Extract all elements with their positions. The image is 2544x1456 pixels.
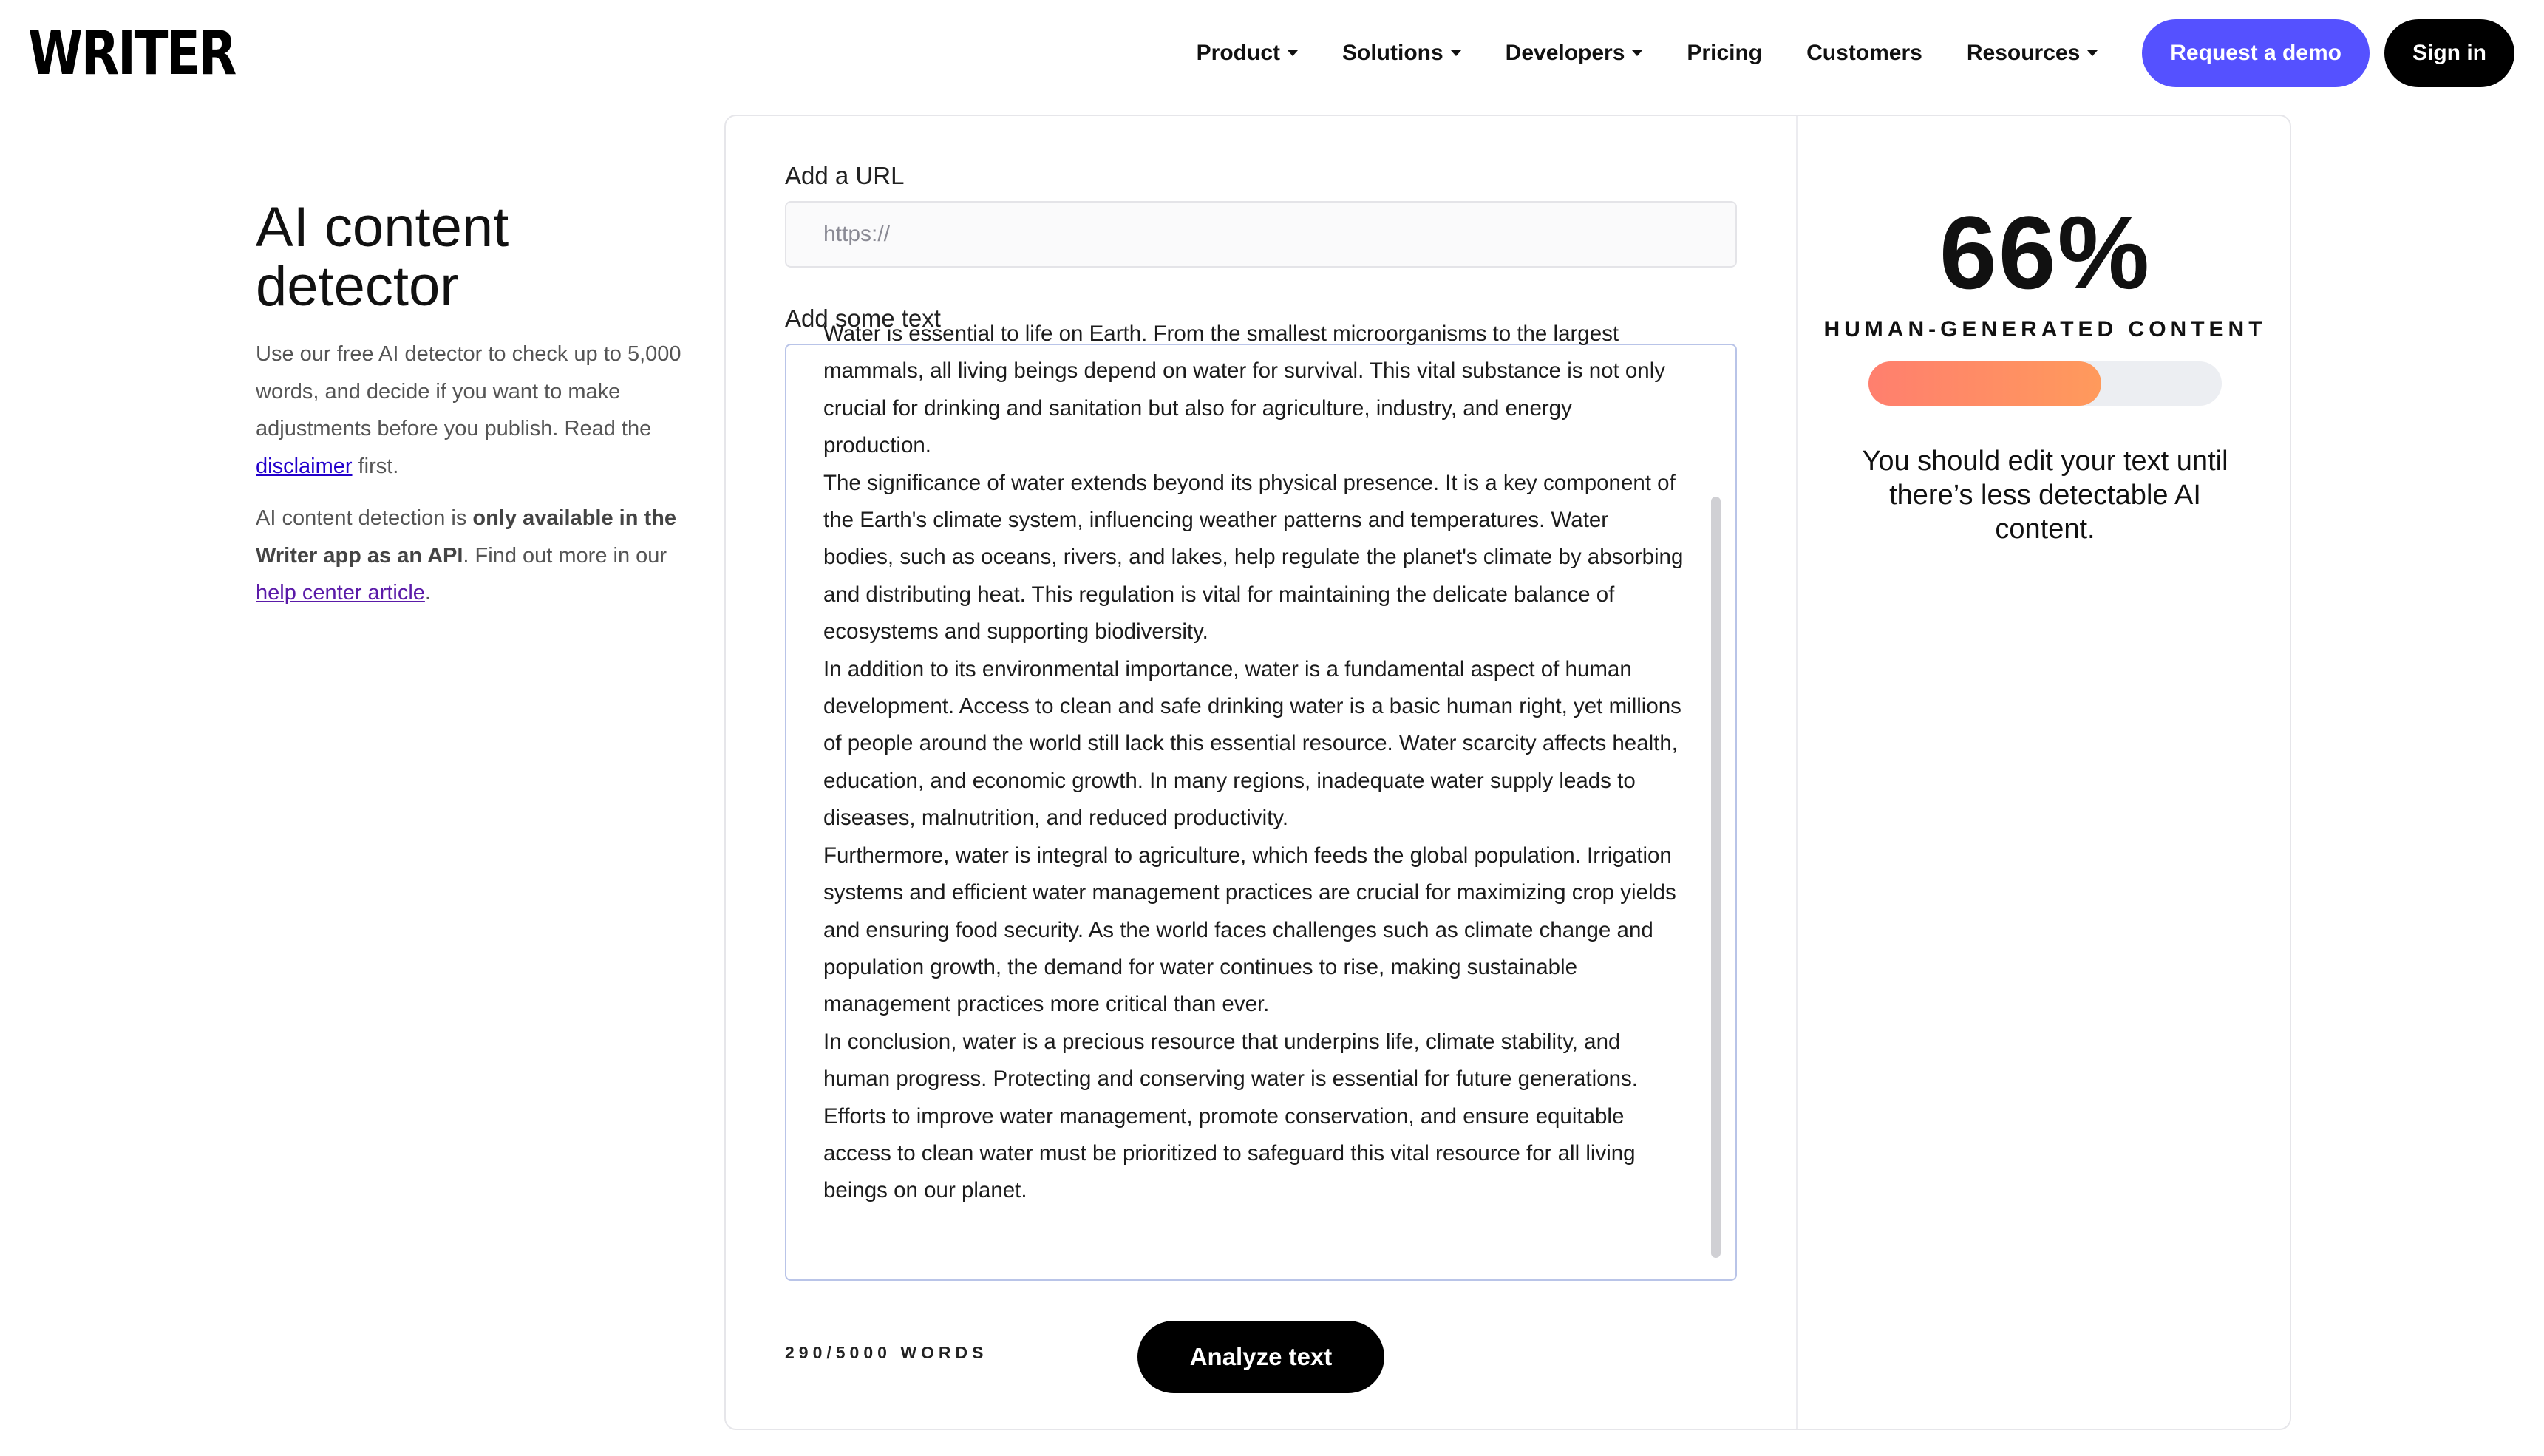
- intro-p2-mid: . Find out more in our: [463, 543, 667, 568]
- help-center-link[interactable]: help center article: [256, 581, 425, 605]
- nav-developers[interactable]: [1506, 41, 1643, 66]
- result-panel: [1798, 116, 2293, 546]
- text-scrollbar[interactable]: [1711, 497, 1721, 1258]
- disclaimer-link[interactable]: disclaimer: [256, 454, 353, 478]
- nav-resources-label: Resources: [1966, 41, 2081, 65]
- nav-solutions[interactable]: [1342, 41, 1461, 66]
- intro-p1-text: Use our free AI detector to check up to 5,000 words, and decide if you want to make adjustments before you publish. Read the: [256, 342, 681, 440]
- chevron-down-icon: [1288, 50, 1298, 56]
- score-bar: [1868, 361, 2222, 406]
- intro-description: [256, 336, 684, 485]
- chevron-down-icon: [1632, 50, 1642, 56]
- intro-p2-end: .: [424, 581, 431, 605]
- nav-pricing[interactable]: [1687, 41, 1762, 66]
- word-count: 290/5000 WORDS: [785, 1343, 988, 1362]
- text-label: Add some text: [785, 305, 941, 332]
- score-bar-fill: [1868, 361, 2101, 406]
- text-input[interactable]: [785, 322, 1737, 1281]
- top-nav: [1197, 19, 2514, 87]
- nav-product[interactable]: [1197, 41, 1298, 66]
- sign-in-button[interactable]: Sign in: [2384, 19, 2514, 87]
- intro-p1-end: first.: [352, 454, 399, 478]
- intro-api-note: [256, 500, 684, 612]
- detector-card: [724, 115, 2291, 1430]
- nav-customers[interactable]: [1806, 41, 1922, 66]
- request-demo-button[interactable]: Request a demo: [2142, 19, 2370, 87]
- intro-p2-bold: only available in the Writer app as an API: [256, 506, 676, 568]
- chevron-down-icon: [2087, 50, 2098, 56]
- score-value: 66%: [1939, 194, 2152, 310]
- nav-product-label: Product: [1196, 41, 1281, 65]
- analyze-text-button[interactable]: Analyze text: [1137, 1321, 1384, 1393]
- intro-section: [256, 198, 684, 612]
- nav-customers-label: Customers: [1806, 41, 1922, 65]
- nav-solutions-label: Solutions: [1342, 41, 1443, 65]
- nav-resources[interactable]: [1967, 41, 2098, 66]
- writer-logo[interactable]: WRITER: [28, 18, 235, 89]
- url-label: Add a URL: [785, 162, 905, 189]
- chevron-down-icon: [1451, 50, 1461, 56]
- page-title: AI content detector: [256, 196, 509, 318]
- nav-pricing-label: Pricing: [1687, 41, 1763, 65]
- advice-text: You should edit your text until there’s less detectable AI content.: [1862, 446, 2228, 545]
- score-label: HUMAN-GENERATED CONTENT: [1823, 317, 2267, 341]
- intro-p2-start: AI content detection is: [256, 506, 473, 530]
- url-input[interactable]: [785, 201, 1737, 268]
- text-input-content: Water is essential to life on Earth. From the smallest microorganisms to the largest mammals, all living beings depend on water for survival. This vital substance is not only crucial for drinking and sanitation but also for agriculture, industry, and energy production. The significance of water extends beyond its physical presence. It is a key component of the Earth's climate system, influencing weather patterns and temperatures. Water bodies, such as oceans, rivers, and lakes, help regulate the planet's climate by absorbing and distributing heat. This regulation is vital for maintaining the delicate balance of ecosystems and supporting biodiversity. In addition to its environmental importance, water is a fundamental aspect of human development. Access to clean and safe drinking water is a basic human right, yet millions of people around the world still lack this essential resource. Water scarcity affects health, education, and economic growth. In many regions, inadequate water supply leads to diseases, malnutrition, and reduced productivity. Furthermore, water is integral to agriculture, which feeds the global population. Irrigation systems and efficient water management practices are crucial for maximizing crop yields and ensuring food security. As the world faces challenges such as climate change and population growth, the demand for water continues to rise, making sustainable management practices more critical than ever. In conclusion, water is a precious resource that underpins life, climate stability, and human progress. Protecting and conserving water is essential for future generations. Efforts to improve water management, promote conservation, and ensure equitable access to clean water must be prioritized to safeguard this vital resource for all living beings on our planet.: [823, 322, 1684, 1203]
- nav-developers-label: Developers: [1505, 41, 1625, 65]
